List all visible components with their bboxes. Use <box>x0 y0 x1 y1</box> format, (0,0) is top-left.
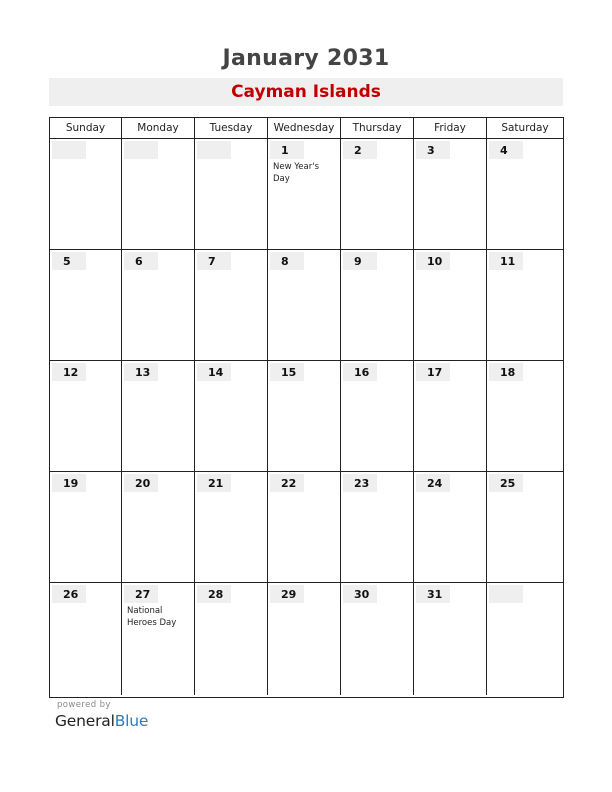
day-cell <box>487 583 563 695</box>
day-cell <box>268 250 341 360</box>
day-number: 26 <box>52 585 86 603</box>
week-row <box>50 139 563 250</box>
day-number: 17 <box>416 363 450 381</box>
weekday-header-row <box>50 118 563 139</box>
day-number: 29 <box>270 585 304 603</box>
day-cell <box>50 250 122 360</box>
weekday-header: Thursday <box>341 118 414 138</box>
powered-by-text: powered by <box>57 700 111 710</box>
day-cell <box>268 361 341 471</box>
day-number: 31 <box>416 585 450 603</box>
day-number: 21 <box>197 474 231 492</box>
weekday-header: Friday <box>414 118 487 138</box>
day-cell <box>414 250 487 360</box>
day-number <box>489 585 523 603</box>
day-number: 2 <box>343 141 377 159</box>
day-cell <box>341 472 414 582</box>
calendar-weeks <box>50 139 563 695</box>
day-cell <box>50 361 122 471</box>
day-cell <box>122 139 195 249</box>
day-cell <box>341 139 414 249</box>
day-number: 6 <box>124 252 158 270</box>
day-number: 3 <box>416 141 450 159</box>
day-cell <box>195 250 268 360</box>
week-row <box>50 250 563 361</box>
weekday-header: Saturday <box>501 122 549 134</box>
day-number: 12 <box>52 363 86 381</box>
day-number: 25 <box>489 474 523 492</box>
holiday-label: National Heroes Day <box>127 606 177 628</box>
day-cell <box>195 139 268 249</box>
weekday-header: Sunday <box>50 118 122 138</box>
day-number: 19 <box>52 474 86 492</box>
weekday-header: Tuesday <box>195 118 268 138</box>
country-banner <box>49 78 563 106</box>
week-row <box>50 583 563 695</box>
day-cell <box>50 472 122 582</box>
day-cell <box>50 139 122 249</box>
day-cell <box>122 583 195 695</box>
day-number: 20 <box>124 474 158 492</box>
day-cell <box>122 472 195 582</box>
day-number: 28 <box>197 585 231 603</box>
day-cell <box>122 250 195 360</box>
day-cell <box>487 472 563 582</box>
day-number: 30 <box>343 585 377 603</box>
day-cell <box>195 472 268 582</box>
day-number: 11 <box>489 252 523 270</box>
day-number <box>197 141 231 159</box>
day-cell <box>487 361 563 471</box>
day-number: 16 <box>343 363 377 381</box>
day-cell <box>50 583 122 695</box>
day-number: 4 <box>489 141 523 159</box>
day-number: 27 <box>124 585 158 603</box>
day-number <box>124 141 158 159</box>
day-cell <box>268 472 341 582</box>
day-cell <box>414 472 487 582</box>
day-number: 24 <box>416 474 450 492</box>
day-number <box>52 141 86 159</box>
day-number: 10 <box>416 252 450 270</box>
day-cell <box>414 583 487 695</box>
day-cell <box>341 361 414 471</box>
brand-logo <box>55 712 148 730</box>
day-number: 15 <box>270 363 304 381</box>
day-number: 18 <box>489 363 523 381</box>
day-cell <box>195 361 268 471</box>
day-number: 23 <box>343 474 377 492</box>
day-cell <box>341 250 414 360</box>
day-cell <box>341 583 414 695</box>
day-cell <box>195 583 268 695</box>
calendar-grid <box>49 117 564 698</box>
day-cell <box>122 361 195 471</box>
day-number: 22 <box>270 474 304 492</box>
day-number: 9 <box>343 252 377 270</box>
week-row <box>50 361 563 472</box>
day-number: 7 <box>197 252 231 270</box>
week-row <box>50 472 563 583</box>
brand-name-part1: General <box>55 712 115 730</box>
day-number: 14 <box>197 363 231 381</box>
calendar-title: January 2031 <box>222 46 390 71</box>
day-cell <box>414 139 487 249</box>
day-number: 8 <box>270 252 304 270</box>
day-cell <box>268 583 341 695</box>
holiday-label: New Year's Day <box>273 162 320 184</box>
day-cell <box>487 139 563 249</box>
brand-name-part2: Blue <box>114 712 149 730</box>
day-number: 5 <box>52 252 86 270</box>
day-cell <box>414 361 487 471</box>
weekday-header: Monday <box>122 118 195 138</box>
day-cell <box>268 139 341 249</box>
day-number: 1 <box>270 141 304 159</box>
day-cell <box>487 250 563 360</box>
weekday-header: Wednesday <box>268 118 341 138</box>
day-number: 13 <box>124 363 158 381</box>
country-name: Cayman Islands <box>231 82 381 102</box>
